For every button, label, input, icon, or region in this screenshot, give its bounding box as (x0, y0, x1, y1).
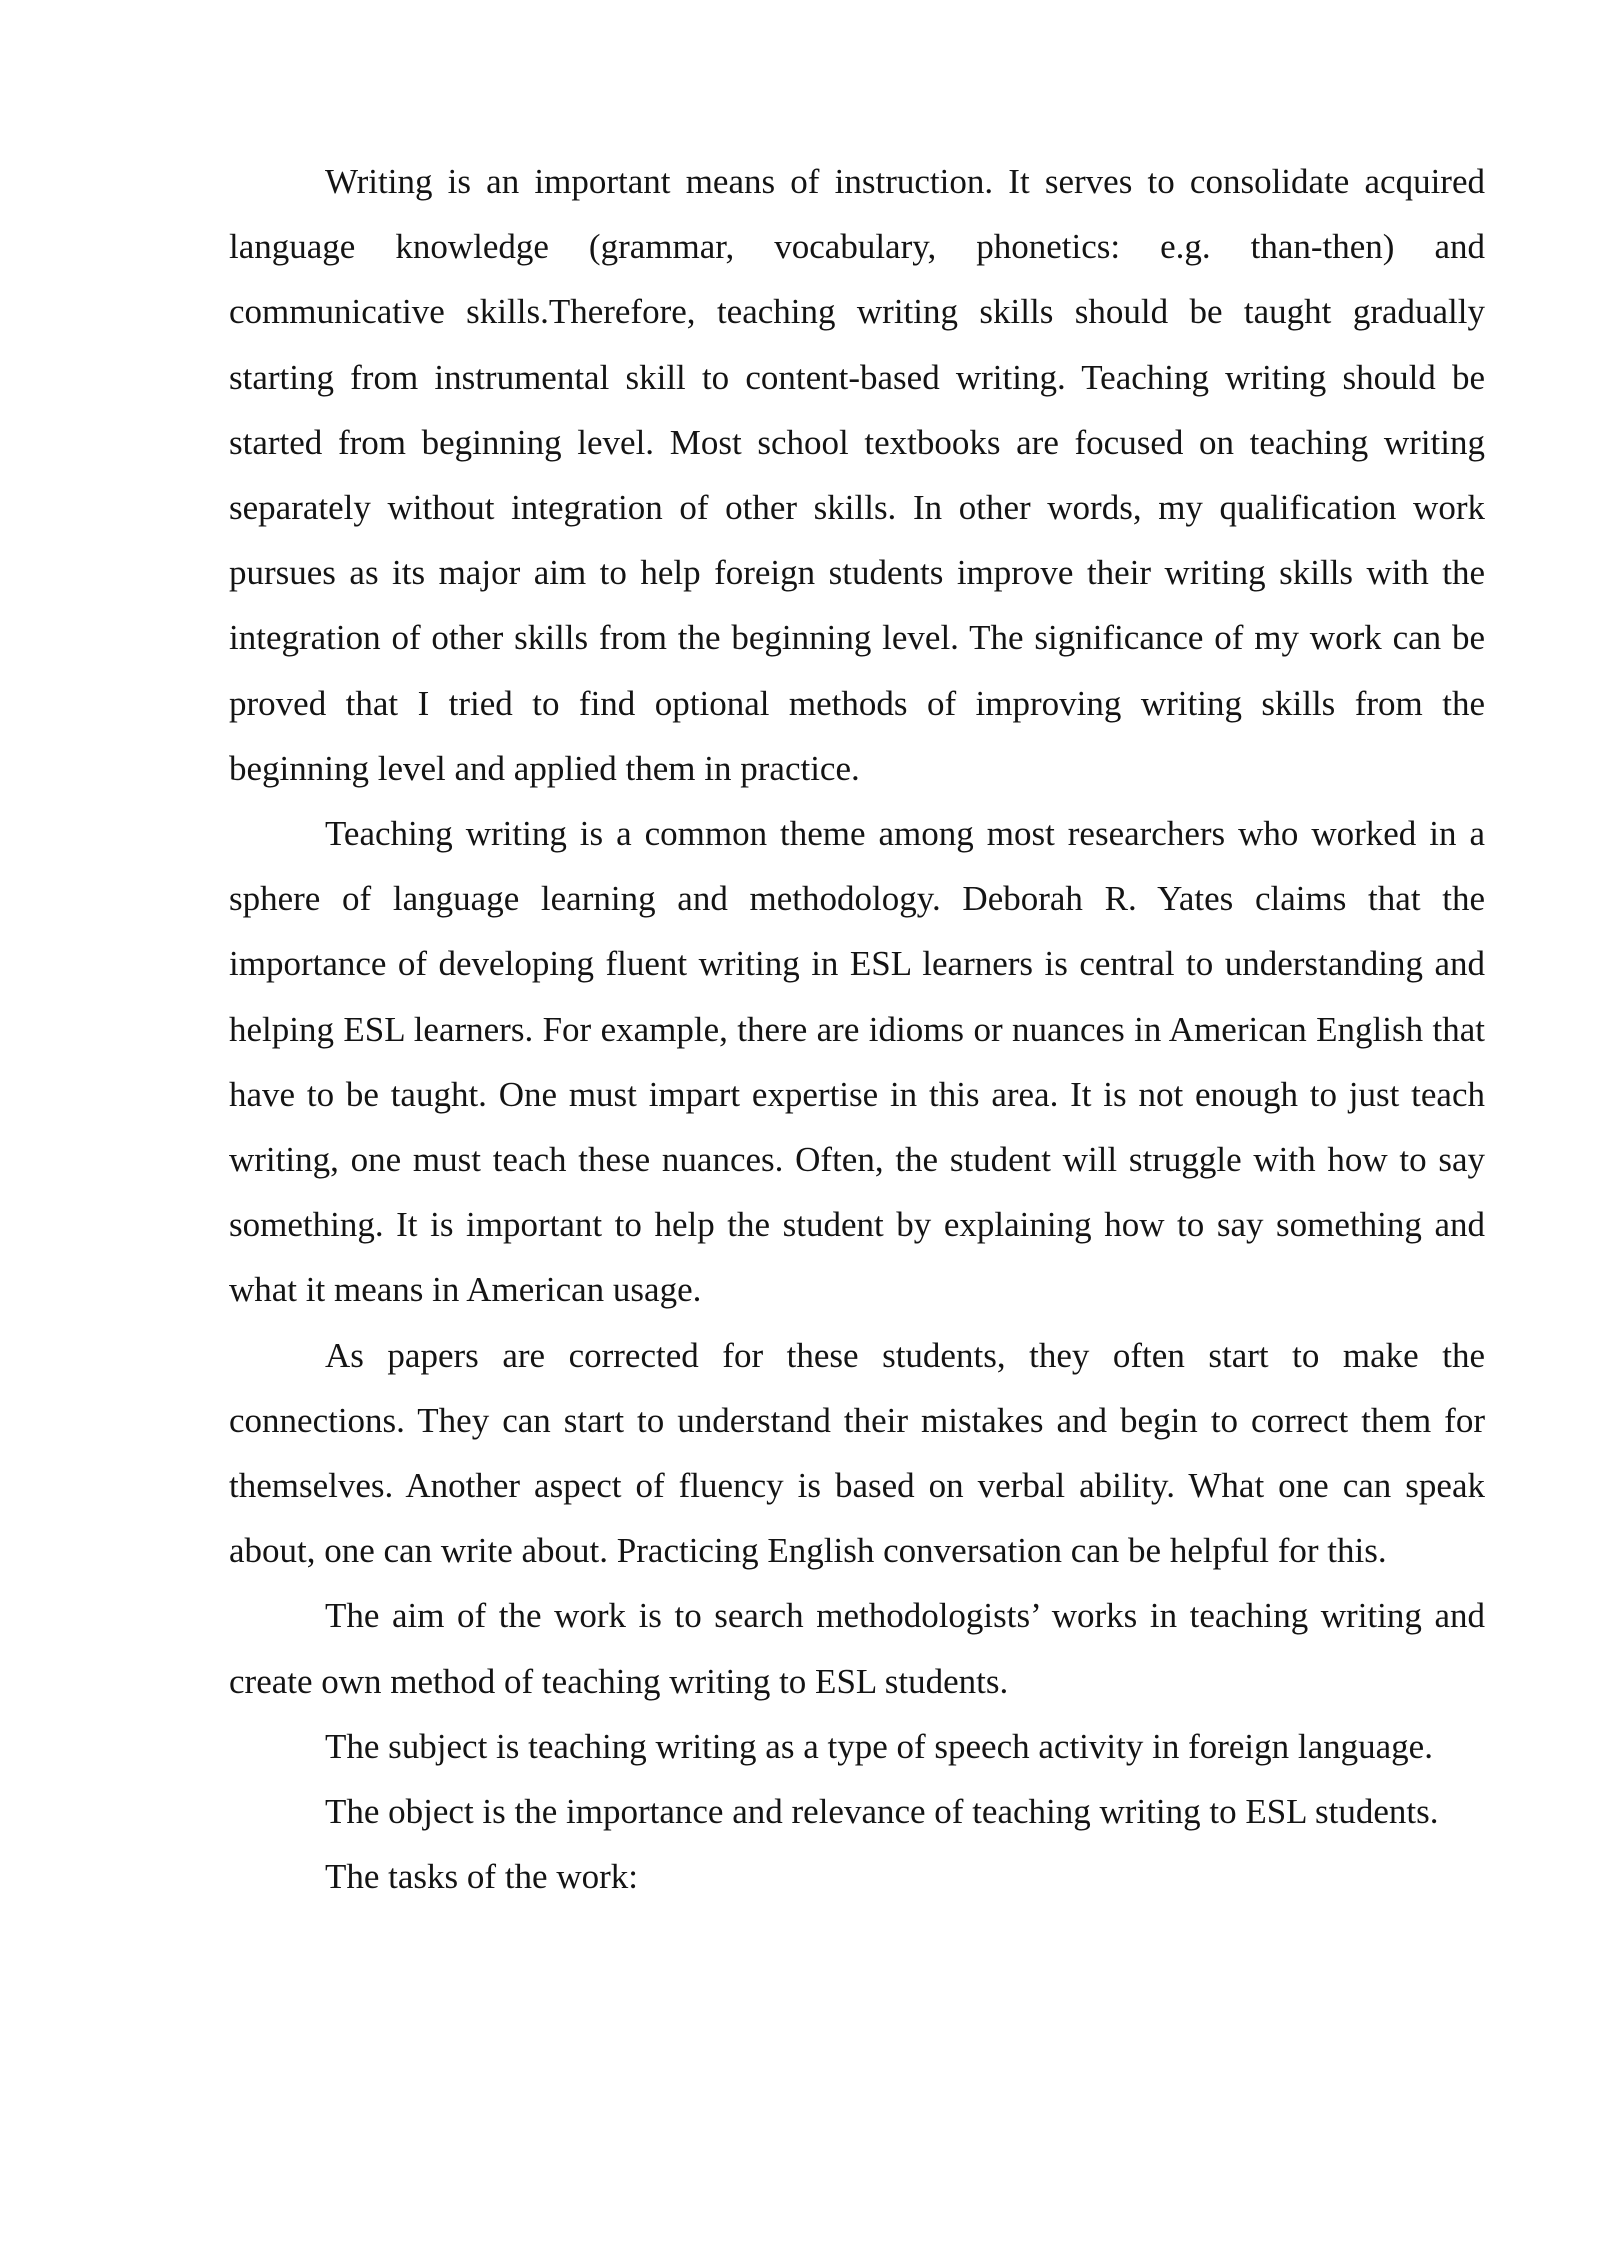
paragraph-tasks-heading: The tasks of the work: (325, 1857, 638, 1897)
paragraph-subject: The subject is teaching writing as a type of speech activity in foreign language. (325, 1726, 1433, 1766)
paragraph-writing-means-of-instruction: Writing is an important means of instruction. It serves to consolidate acquired language knowledge (grammar, vocabulary, phonetics: e.g. than-then) and communicative skills.Therefore, teaching writing skills should be taught gradually starting from instrumental skill to content-based writing. Teaching writing should be started from beginning level. Most school textbooks are focused on teaching writing separately without integration of other skills. In other words, my qualification work pursues as its major aim to help foreign students improve their writing skills with the integration of other skills from the beginning level. The significance of my work can be proved that I tried to find optional methods of improving writing skills from the beginning level and applied them in practice. (229, 162, 1485, 788)
paragraph-object: The object is the importance and relevance of teaching writing to ESL students. (325, 1792, 1439, 1832)
document-body (229, 149, 1485, 1909)
paragraph-aim-of-work: The aim of the work is to search methodologists’ works in teaching writing and create own method of teaching writing to ESL students. (229, 1596, 1485, 1701)
paragraph-papers-corrected: As papers are corrected for these students, they often start to make the connections. They can start to understand their mistakes and begin to correct them for themselves. Another aspect of fluency is based on verbal ability. What one can speak about, one can write about. Practicing English conversation can be helpful for this. (229, 1335, 1485, 1571)
paragraph-teaching-writing-common-theme: Teaching writing is a common theme among most researchers who worked in a sphere of language learning and methodology. Deborah R. Yates claims that the importance of developing fluent writing in ESL learners is central to understanding and helping ESL learners. For example, there are idioms or nuances in American English that have to be taught. One must impart expertise in this area. It is not enough to just teach writing, one must teach these nuances. Often, the student will struggle with how to say something. It is important to help the student by explaining how to say something and what it means in American usage. (229, 814, 1485, 1310)
